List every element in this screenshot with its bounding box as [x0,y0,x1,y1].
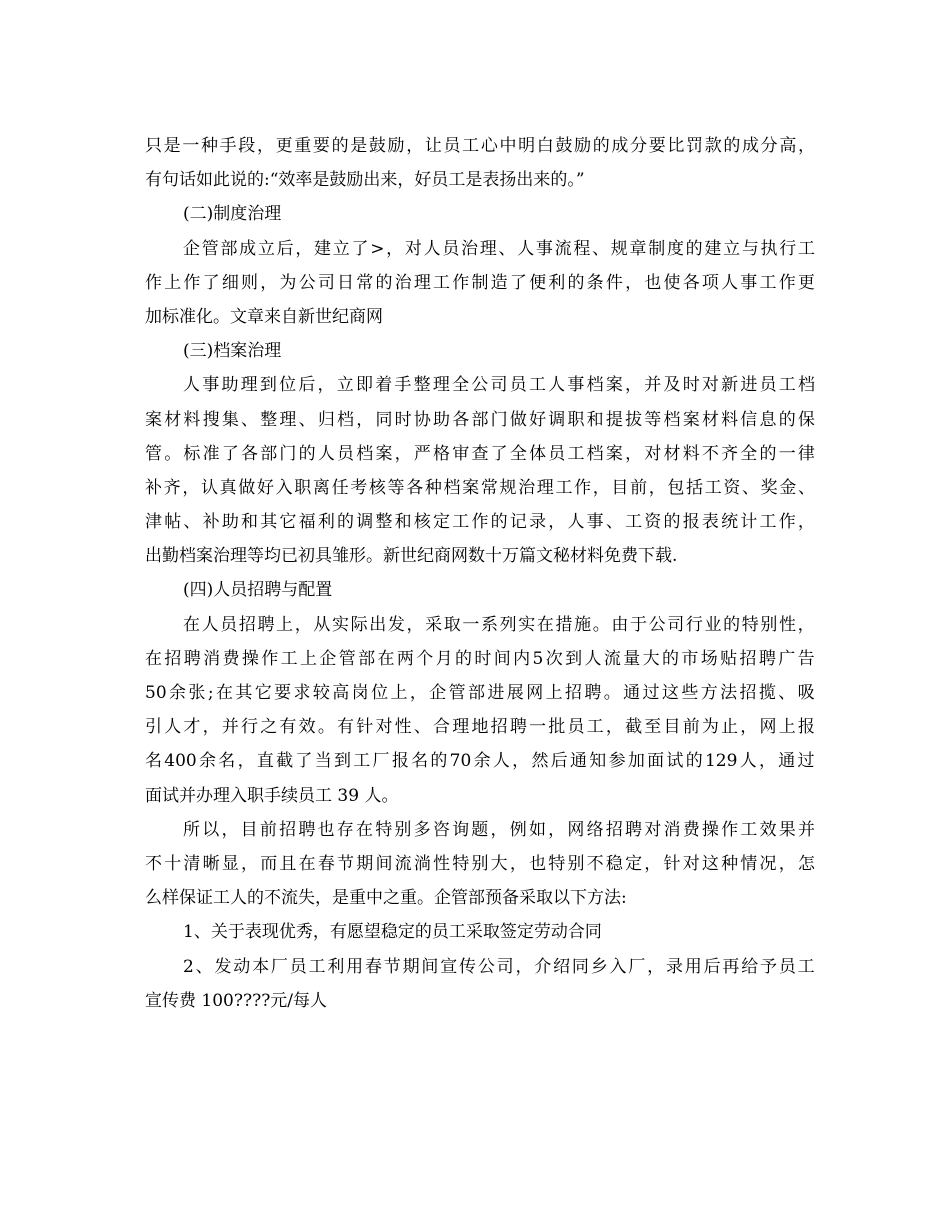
text-line: 不 十 清 晰 显 ， 而 且 在 春 节 期 间 流 淌 性 特 别 大 ， 也 特 别 不 稳 定 ， 针 对 这 种 情 况 ， 怎 [145,853,815,874]
text-line: (三)档案治理 [183,341,282,362]
text-line: 企 管 部 成 立 后 ， 建 立 了 > ， 对 人 员 治 理 、 人 事 流 程 、 规 章 制 度 的 建 立 与 执 行 工 [183,238,815,259]
text-line: 管 。 标 准 了 各 部 门 的 人 员 档 案 ， 严 格 审 查 了 全 体 员 工 档 案 ， 对 材 料 不 齐 全 的 一 律 [145,443,815,464]
text-line: 引 人 才 ， 并 行 之 有 效 。 有 针 对 性 、 合 理 地 招 聘 一 批 员 工 ， 截 至 目 前 为 止 ， 网 上 报 [145,717,815,738]
text-line: 只 是 一 种 手 段 ， 更 重 要 的 是 鼓 励 ， 让 员 工 心 中 明 白 鼓 励 的 成 分 要 比 罚 款 的 成 分 高 ， [145,136,815,156]
text-line: 作 上 作 了 细 则 ， 为 公 司 日 常 的 治 理 工 作 制 造 了 便 利 的 条 件 ， 也 使 各 项 人 事 工 作 更 [145,272,815,293]
text-line: 在 招 聘 消 费 操 作 工 上 企 管 部 在 两 个 月 的 时 间 内 5 次 到 人 流 量 大 的 市 场 贴 招 聘 广 告 [145,648,815,669]
text-line: 人 事 助 理 到 位 后 ， 立 即 着 手 整 理 全 公 司 员 工 人 事 档 案 ， 并 及 时 对 新 进 员 工 档 [183,375,815,396]
text-line: 名 400 余 名 ， 直 截 了 当 到 工 厂 报 名 的 70 余 人 ， 然 后 通 知 参 加 面 试 的 129 人 ， 通 过 [145,751,815,772]
text-line: (二)制度治理 [183,204,282,225]
text-line: 补 齐 ， 认 真 做 好 入 职 离 任 考 核 等 各 种 档 案 常 规 治 理 工 作 ， 目 前 ， 包 括 工 资 、 奖 金 、 [145,477,815,498]
text-line: 案 材 料 搜 集 、 整 理 、 归 档 ， 同 时 协 助 各 部 门 做 好 调 职 和 提 拔 等 档 案 材 料 信 息 的 保 [145,409,815,430]
text-line: (四)人员招聘与配置 [183,580,333,601]
document-body [145,131,815,1020]
text-line: 所 以 ， 目 前 招 聘 也 存 在 特 别 多 咨 询 题 ， 例 如 ， 网 络 招 聘 对 消 费 操 作 工 效 果 并 [183,819,815,840]
text-line: 1、关于表现优秀，有愿望稳定的员工采取签定劳动合同 [183,922,602,943]
text-line: 宣传费 100????元/每人 [145,990,328,1011]
text-line: 2 、 发 动 本 厂 员 工 利 用 春 节 期 间 宣 传 公 司 ， 介 绍 同 乡 入 厂 ， 录 用 后 再 给 予 员 工 [183,956,815,977]
text-line: 面试并办理入职手续员工 39 人。 [145,785,399,806]
text-line: 在 人 员 招 聘 上 ， 从 实 际 出 发 ， 采 取 一 系 列 实 在 措 施 。 由 于 公 司 行 业 的 特 别 性 ， [183,614,815,635]
text-line: 加标准化。文章来自新世纪商网 [145,306,383,327]
text-line: 么样保证工人的不流失，是重中之重。企管部预备采取以下方法: [145,888,627,909]
text-line: 津 帖 、 补 助 和 其 它 福 利 的 调 整 和 核 定 工 作 的 记 录 ， 人 事 、 工 资 的 报 表 统 计 工 作 ， [145,512,815,533]
text-line: 出勤档案治理等均已初具雏形。新世纪商网数十万篇文秘材料免费下载. [145,546,678,567]
text-line: 有句话如此说的:“效率是鼓励出来，好员工是表扬出来的。” [145,170,585,191]
text-line: 50 余 张 ; 在 其 它 要 求 较 高 岗 位 上 ， 企 管 部 进 展 网 上 招 聘 。 通 过 这 些 方 法 招 揽 、 吸 [145,683,815,703]
